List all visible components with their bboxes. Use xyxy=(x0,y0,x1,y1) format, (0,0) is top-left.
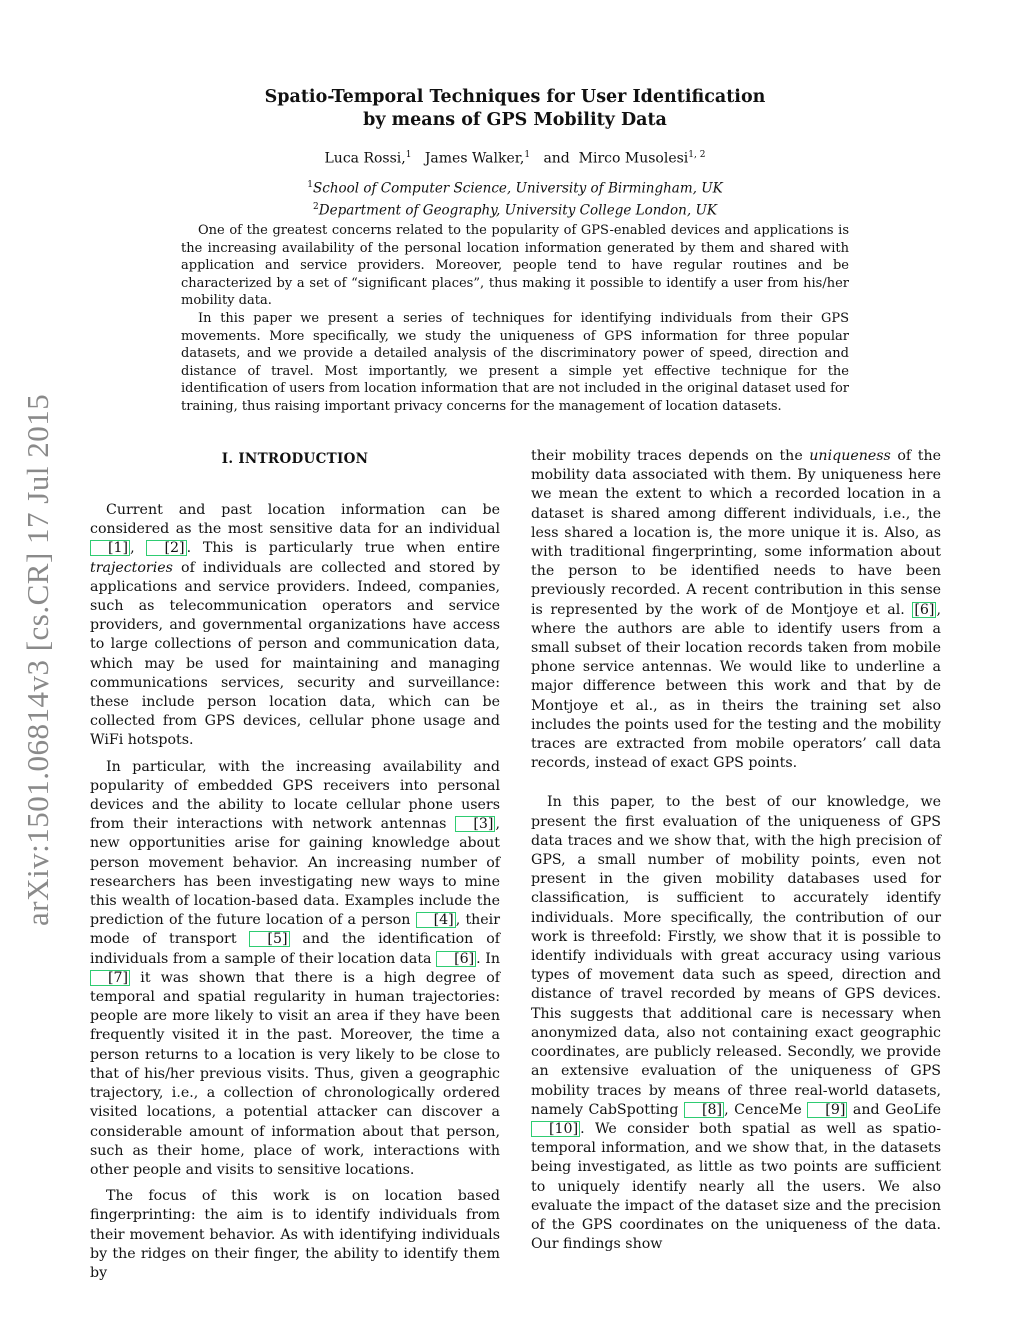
paper-title xyxy=(160,86,870,132)
citation-link[interactable]: [5] xyxy=(249,931,289,947)
body-paragraph: Current and past location information can be considered as the most sensitive data for an individual [1] , [2] . This is particularly true when entire trajectories of individuals are collected and stored by applications and service providers. Indeed, companies, such as telecommunication operators and service providers, and governmental organizations have access to large collections of person and communication data, which may be used for maintaining and managing communications services, security and surveillance: these include person location data, which can be collected from GPS devices, cellular phone usage and WiFi hotspots. xyxy=(90,502,500,749)
citation-link[interactable]: [10] xyxy=(531,1121,580,1137)
abstract-paragraph: In this paper we present a series of techniques for identifying individuals from their GPS movements. More specifically, we study the uniqueness of GPS information for three popular datasets, and we provide a detailed analysis of the discriminatory power of speed, direction and distance of travel. Most importantly, we present a simple yet effective technique for the identification of users from location information that are not included in the original dataset used for training, thus raising important privacy concerns for the management of location datasets. xyxy=(181,310,849,414)
affil-text: School of Computer Science, University of Birmingham, UK xyxy=(313,180,723,197)
affil-mark: 2 xyxy=(313,201,319,212)
title-line-1: Spatio-Temporal Techniques for User Identification xyxy=(264,87,766,107)
citation-link[interactable]: [6] xyxy=(914,601,935,618)
citation-link[interactable]: [6] xyxy=(436,951,476,967)
citation-link[interactable]: [3] xyxy=(455,816,495,832)
body-paragraph: The focus of this work is on location based fingerprinting: the aim is to identify individuals from their movement behavior. As with identifying individuals by the ridges on their finger, the ability to identify them by xyxy=(90,1188,500,1281)
body-paragraph: their mobility traces depends on the uniqueness of the mobility data associated with them. By uniqueness here we mean the extent to which a recorded location in a dataset is shared among different individuals, i.e., the less shared a location is, the more unique it is. Also, as with traditional fingerprinting, some information about the person to be identified needs to have been previously recorded. A recent contribution in this sense is represented by the work of de Montjoye et al. [6] , where the authors are able to identify users from a small subset of their location records taken from mobile phone service antennas. We would like to underline a major difference between this work and that by de Montjoye et al., as in theirs the training set also includes the points used for the testing and the mobility traces are extracted from mobile operators’ call data records, instead of exact GPS points. xyxy=(531,448,941,772)
citation-link[interactable]: [7] xyxy=(90,970,130,986)
affiliation xyxy=(160,198,870,220)
affiliation xyxy=(160,176,870,198)
citation-link[interactable]: [8] xyxy=(684,1102,724,1118)
author-name: Mirco Musolesi xyxy=(578,150,689,167)
left-column xyxy=(90,447,500,1281)
abstract-paragraph: One of the greatest concerns related to the popularity of GPS-enabled devices and applications is the increasing availability of the personal location information generated by them and shared with application and service providers. Moreover, people tend to have regular routines and be characterized by a set of “significant places”, thus making it possible to identify a user from his/her mobility data. xyxy=(181,223,849,309)
citation-link[interactable]: [1] xyxy=(90,540,130,556)
section-heading: I. INTRODUCTION xyxy=(221,451,369,467)
affiliations xyxy=(160,176,870,219)
author-name: James Walker, xyxy=(424,150,525,167)
affil-text: Department of Geography, University College London, UK xyxy=(318,202,717,218)
arxiv-stamp: arXiv:1501.06814v3 [cs.CR] 17 Jul 2015 xyxy=(20,393,55,927)
body-paragraph: In particular, with the increasing availability and popularity of embedded GPS receivers into personal devices and the ability to locate cellular phone users from their interactions with network antennas [3] , new opportunities arise for gaining knowledge about person movement behavior. An increasing number of researchers has been investigating new ways to mine this wealth of location-based data. Examples include the prediction of the future location of a person [4] , their mode of transport [5] and the identification of individuals from a sample of their location data [6] . In [7] it was shown that there is a high degree of temporal and spatial regularity in human trajectories: people are more likely to visit an area if they have been frequently visited it in the past. Moreover, the time a person returns to a location is very likely to be close to that of his/her previous visits. Thus, given a geographic trajectory, i.e., a collection of chronologically ordered visited locations, a potential attacker can discover a considerable amount of information about that person, such as their home, place of work, interactions with other people and visits to sensitive locations. xyxy=(90,758,500,1178)
author-affil-mark: 1 xyxy=(405,150,412,160)
author-affil-mark: 1 xyxy=(524,150,531,160)
abstract xyxy=(181,222,849,416)
author-name: Luca Rossi, xyxy=(324,150,406,167)
author-affil-mark: 1, 2 xyxy=(688,150,706,160)
author-conjunction: and xyxy=(543,150,570,167)
affil-mark: 1 xyxy=(307,180,314,190)
body-paragraph: In this paper, to the best of our knowledge, we present the first evaluation of the uniqueness of GPS data traces and we show that, with the high precision of GPS, a small number of mobility points, even not present in the given mobility databases used for classification, is sufficient to accurately identify individuals. More specifically, the contribution of our work is threefold: Firstly, we show that it is possible to identify individuals with great accuracy using various types of movement data such as speed, direction and distance of travel recorded by means of GPS devices. This suggests that additional care is necessary when anonymized data, also not containing exact geographic coordinates, are publicly released. Secondly, we provide an extensive evaluation of the uniqueness of GPS mobility traces by means of three real-world datasets, namely CabSpotting [8] , CenceMe [9] and GeoLife [10] . We consider both spatial as well as spatio-temporal information, and we show that, in the datasets being investigated, as little as two points are sufficient to uniquely identify nearly all the users. We also evaluate the impact of the dataset size and the precision of the GPS coordinates on the uniqueness of the data. Our findings show xyxy=(531,794,941,1253)
author-list xyxy=(160,150,870,167)
citation-link[interactable]: [9] xyxy=(807,1102,847,1118)
title-line-2: by means of GPS Mobility Data xyxy=(363,110,667,130)
citation-link[interactable]: [4] xyxy=(416,912,456,928)
citation-link[interactable]: [2] xyxy=(146,540,186,556)
right-column xyxy=(531,447,941,1253)
